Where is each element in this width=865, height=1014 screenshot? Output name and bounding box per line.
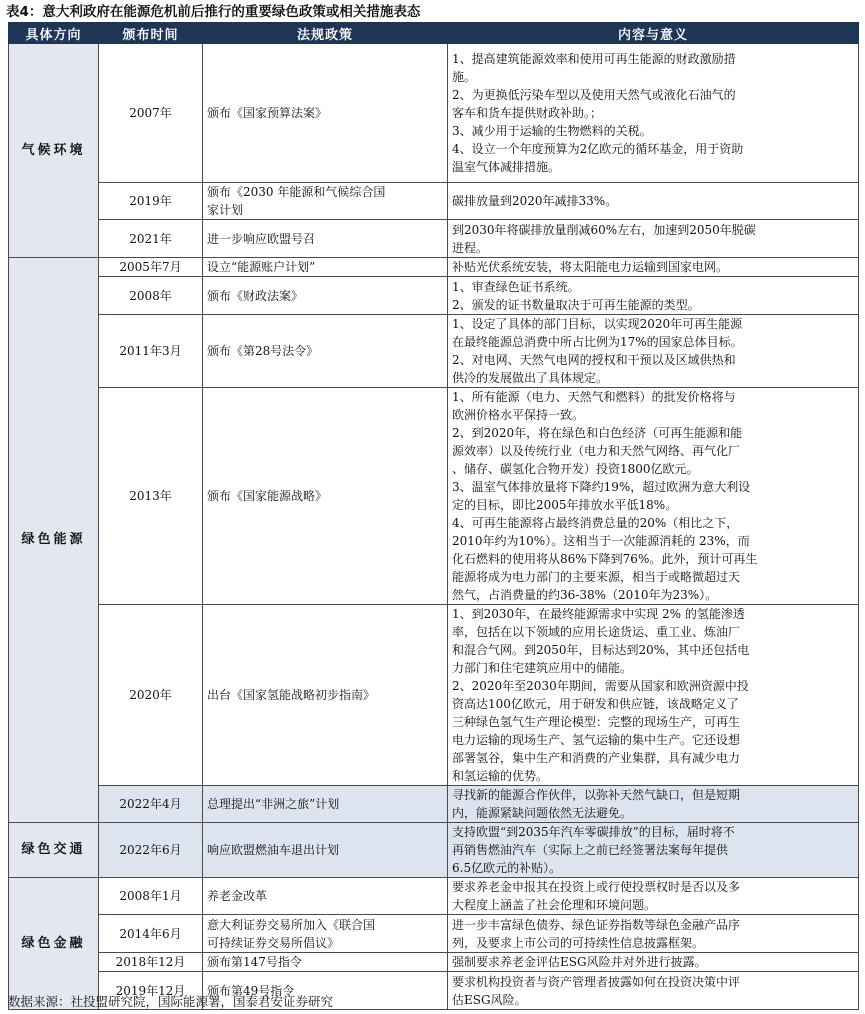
table-row — [9, 915, 859, 953]
table-row — [9, 786, 859, 823]
policy-line: 可持续证券交易所倡议》 — [207, 935, 340, 950]
table-row — [9, 220, 859, 258]
policy-line: 颁布《2030 年能源和气候综合国 — [207, 185, 386, 199]
time-cell: 2008年 — [99, 277, 203, 315]
content-cell — [448, 953, 859, 972]
content-line: 率，包括在以下领域的应用长途货运、重工业、炼油厂 — [452, 625, 741, 639]
content-line: 部署氢谷，集中生产和消费的产业集群，具有减少电力 — [452, 751, 741, 765]
content-line: 资高达100亿欧元，用于研发和供应链，该战略定义了 — [452, 697, 739, 711]
content-line: 1、提高建筑能源效率和使用可再生能源的财政激励措 — [452, 52, 736, 66]
content-line: 和混合气网。到2050年，目标达到20%，其中还包括电 — [452, 643, 750, 657]
content-line: 欧洲价格水平保持一致。 — [452, 408, 585, 422]
content-line: 4、可再生能源将占最终消费总量的20%（相比之下， — [452, 516, 739, 530]
content-line: 进一步丰富绿色债券、绿色证券指数等绿色金融产品序 — [452, 917, 741, 932]
content-line: 2、2020年至2030年期间，需要从国家和欧洲资源中投 — [452, 679, 749, 693]
policy-cell — [203, 605, 448, 786]
content-line: 要求机构投资者与资产管理者披露如何在投资决策中评 — [452, 974, 741, 989]
source-note: 数据来源：社投盟研究院，国际能源署，国泰君安证券研究 — [8, 994, 334, 1009]
table-row — [9, 315, 859, 388]
content-cell — [448, 878, 859, 915]
policy-cell — [203, 44, 448, 183]
policy-cell — [203, 953, 448, 972]
content-cell — [448, 44, 859, 183]
content-line: 、储存、碳氢化合物开发）投资1800亿欧元。 — [452, 462, 699, 476]
content-line: 到2030年将碳排放量削减60%左右，加速到2050年脱碳 — [452, 222, 756, 237]
category-cell: 绿色交通 — [9, 823, 99, 878]
content-line: 1、所有能源（电力、天然气和燃料）的批发价格将与 — [452, 390, 736, 404]
policy-cell — [203, 183, 448, 220]
content-line: 2010年约为10%）。这相当于一次能源消耗的 23%，而 — [452, 534, 750, 548]
table-row — [9, 277, 859, 315]
category-cell: 绿色能源 — [9, 258, 99, 823]
policy-line: 响应欧盟燃油车退出计划 — [207, 843, 340, 857]
content-line: 列，及要求上市公司的可持续性信息披露框架。 — [452, 935, 705, 950]
content-cell — [448, 786, 859, 823]
time-cell: 2021年 — [99, 220, 203, 258]
content-line: 电力运输的现场生产、氢气运输的集中生产。它还设想 — [452, 733, 741, 747]
content-line: 内，能源紧缺问题依然无法避免。 — [452, 806, 633, 820]
content-line: 强制要求养老金评估ESG风险并对外进行披露。 — [452, 955, 707, 969]
table-title: 表4：意大利政府在能源危机前后推行的重要绿色政策或相关措施表态 — [6, 4, 421, 20]
time-cell: 2020年 — [99, 605, 203, 786]
table-row — [9, 388, 859, 605]
content-line: 三种绿色氢气生产理论模型：完整的现场生产，可再生 — [452, 715, 741, 729]
content-line: 碳排放量到2020年减排33%。 — [452, 194, 618, 208]
content-line: 力部门和住宅建筑应用中的储能。 — [452, 661, 633, 675]
content-line: 4、设立一个年度预算为2亿欧元的循环基金，用于资助 — [452, 142, 744, 156]
content-cell — [448, 315, 859, 388]
time-cell: 2022年6月 — [99, 823, 203, 878]
time-cell: 2019年12月 — [99, 972, 203, 1010]
content-line: 客车和货车提供财政补助。； — [452, 106, 603, 120]
content-cell — [448, 972, 859, 1010]
content-cell — [448, 258, 859, 277]
policy-cell — [203, 878, 448, 915]
content-line: 施。 — [452, 70, 477, 84]
policy-line: 出台《国家氢能战略初步指南》 — [207, 688, 376, 702]
table-row — [9, 44, 859, 183]
table-row — [9, 183, 859, 220]
table-row — [9, 258, 859, 277]
content-line: 2、为更换低污染车型以及使用天然气或液化石油气的 — [452, 88, 736, 102]
content-line: 大程度上涵盖了社会伦理和环境问题。 — [452, 898, 657, 912]
header-direction: 具体方向 — [9, 23, 99, 44]
content-line: 2、到2020年，将在绿色和白色经济（可再生能源和能 — [452, 426, 743, 440]
category-cell: 绿色金融 — [9, 878, 99, 1010]
content-line: 估ESG风险。 — [452, 992, 527, 1007]
content-line: 1、设定了具体的部门目标，以实现2020年可再生能源 — [452, 317, 743, 331]
content-cell — [448, 388, 859, 605]
content-line: 3、减少用于运输的生物燃料的关税。 — [452, 124, 652, 138]
content-line: 6.5亿欧元的补贴）。 — [452, 861, 562, 875]
content-line: 支持欧盟“到2035年汽车零碳排放”的目标，届时将不 — [452, 825, 735, 839]
policy-line: 设立“能源账户计划” — [207, 260, 316, 274]
table-row — [9, 953, 859, 972]
content-line: 2、对电网、天然气电网的授权和干预以及区域供热和 — [452, 353, 736, 367]
time-cell: 2019年 — [99, 183, 203, 220]
policy-cell — [203, 258, 448, 277]
content-line: 定的目标，即比2005年排放水平低18%。 — [452, 498, 678, 512]
policy-line: 颁布第49号指令 — [207, 983, 295, 998]
content-line: 然气，占消费量的约36-38%（2010年为23%）。 — [452, 588, 718, 602]
content-line: 和氢运输的优势。 — [452, 769, 549, 783]
content-line: 2、颁发的证书数量取决于可再生能源的类型。 — [452, 297, 700, 312]
policy-cell — [203, 388, 448, 605]
content-cell — [448, 823, 859, 878]
content-line: 寻找新的能源合作伙伴，以弥补天然气缺口，但是短期 — [452, 788, 741, 802]
content-line: 1、审查绿色证书系统。 — [452, 279, 580, 294]
content-cell — [448, 605, 859, 786]
time-cell: 2022年4月 — [99, 786, 203, 823]
content-cell — [448, 183, 859, 220]
policy-cell — [203, 220, 448, 258]
policy-line: 颁布《国家能源战略》 — [207, 489, 328, 503]
policy-line: 颁布《第28号法令》 — [207, 344, 319, 358]
policy-cell — [203, 315, 448, 388]
content-cell — [448, 915, 859, 953]
header-content: 内容与意义 — [448, 23, 859, 44]
content-line: 1、到2030年，在最终能源需求中实现 2% 的氢能渗透 — [452, 607, 745, 621]
time-cell: 2008年1月 — [99, 878, 203, 915]
policy-line: 颁布第147号指令 — [207, 955, 302, 969]
header-time: 颁布时间 — [99, 23, 203, 44]
content-line: 进程。 — [452, 240, 489, 255]
content-line: 再销售燃油汽车（实际上之前已经签署法案每年提供 — [452, 843, 729, 857]
time-cell: 2018年12月 — [99, 953, 203, 972]
policy-line: 意大利证券交易所加入《联合国 — [207, 917, 376, 932]
content-line: 化石燃料的使用将从86%下降到76%。此外，预计可再生 — [452, 552, 758, 566]
content-line: 补贴光伏系统安装，将太阳能电力运输到国家电网。 — [452, 260, 729, 274]
time-cell: 2005年7月 — [99, 258, 203, 277]
content-line: 温室气体减排措施。 — [452, 160, 561, 174]
content-line: 要求养老金申报其在投资上或行使投票权时是否以及多 — [452, 880, 741, 894]
time-cell: 2014年6月 — [99, 915, 203, 953]
content-line: 供冷的发展做出了具体规定。 — [452, 371, 609, 385]
content-cell — [448, 277, 859, 315]
content-line: 源效率）以及传统行业（电力和天然气网络、再气化厂 — [452, 444, 741, 458]
policy-line: 颁布《国家预算法案》 — [207, 106, 328, 120]
table-row — [9, 823, 859, 878]
content-line: 能源将成为电力部门的主要来源，相当于或略微超过天 — [452, 570, 741, 584]
policy-cell — [203, 277, 448, 315]
policy-line: 养老金改革 — [207, 889, 268, 903]
time-cell: 2013年 — [99, 388, 203, 605]
header-row — [9, 23, 859, 44]
time-cell: 2007年 — [99, 44, 203, 183]
table-row — [9, 605, 859, 786]
policy-line: 进一步响应欧盟号召 — [207, 231, 316, 246]
policy-table — [8, 22, 859, 1010]
time-cell: 2011年3月 — [99, 315, 203, 388]
policy-line: 颁布《财政法案》 — [207, 288, 304, 303]
content-line: 3、温室气体排放量将下降约19%，超过欧洲为意大利设 — [452, 480, 751, 494]
policy-cell — [203, 915, 448, 953]
header-policy: 法规政策 — [203, 23, 448, 44]
policy-line: 家计划 — [207, 203, 244, 217]
policy-line: 总理提出“非洲之旅”计划 — [207, 797, 340, 811]
category-cell: 气候环境 — [9, 44, 99, 258]
table-row — [9, 878, 859, 915]
policy-cell — [203, 823, 448, 878]
content-line: 在最终能源总消费中所占比例为17%的国家总体目标。 — [452, 335, 743, 349]
policy-cell — [203, 786, 448, 823]
content-cell — [448, 220, 859, 258]
